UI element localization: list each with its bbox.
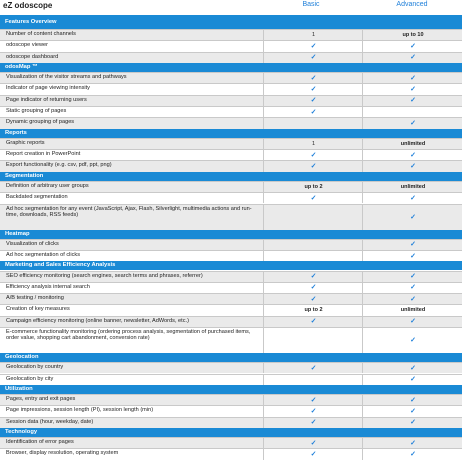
feature-label: Definition of arbitrary user groups: [6, 182, 89, 189]
section-title: Heatmap: [5, 230, 30, 237]
cell-basic: [263, 139, 363, 149]
check-icon: ✓: [310, 108, 317, 116]
feature-label: E-commerce functionality monitoring (ordering process analysis, segmentation of purchased items, order value, shopping cart abandonment, conversion rate): [6, 329, 251, 342]
cell-basic: [263, 449, 363, 459]
feature-label: Ad hoc segmentation of clicks: [6, 252, 80, 258]
check-icon: ✓: [410, 295, 416, 303]
cell-advanced: [362, 118, 462, 128]
cell-basic: [263, 406, 363, 416]
table-row: [0, 52, 462, 63]
section-title: Segmentation: [5, 172, 44, 179]
cell-basic: [263, 328, 363, 353]
feature-label: Page impressions, session length (PI), session length (min): [6, 407, 154, 414]
section-header: [0, 428, 462, 437]
check-icon: ✓: [410, 439, 416, 447]
cell-value: up to 10: [402, 32, 424, 38]
feature-label: odoscope viewer: [6, 42, 48, 49]
table-row: [0, 40, 462, 51]
feature-label: Graphic reports: [6, 139, 45, 146]
table-row: [0, 304, 462, 315]
table-row: [0, 282, 462, 293]
cell-basic: [263, 418, 363, 428]
cell-advanced: [362, 150, 462, 160]
cell-basic: [263, 118, 363, 128]
feature-label: Visualization of clicks: [6, 240, 59, 247]
check-icon: ✓: [410, 451, 416, 459]
check-icon: ✓: [310, 74, 317, 82]
feature-label: Ad hoc segmentation for any event (JavaScript, Ajax, Flash, Silverlight, multimedia actions and run-time, downloads, RSS feeds): [6, 205, 252, 218]
table-row: [0, 138, 462, 149]
feature-label: Pages, entry and exit pages: [6, 396, 76, 402]
section-header: [0, 353, 462, 362]
check-icon: ✓: [410, 337, 416, 344]
feature-label: Campaign efficiency monitoring (online banner, newsletter, AdWords, etc.): [6, 317, 189, 324]
section-title: Reports: [5, 129, 27, 136]
feature-label: Geolocation by city: [6, 375, 54, 382]
table-row: [0, 417, 462, 428]
column-header-basic: Basic: [302, 1, 320, 8]
table-row: [0, 448, 462, 459]
cell-value: up to 2: [304, 307, 323, 314]
cell-advanced: [362, 375, 462, 385]
cell-advanced: [362, 84, 462, 94]
check-icon: ✓: [310, 42, 317, 50]
cell-advanced: [362, 41, 462, 51]
cell-basic: [263, 84, 363, 94]
check-icon: ✓: [310, 439, 317, 447]
cell-advanced: [362, 395, 462, 405]
table-row: [0, 316, 462, 327]
cell-advanced: [362, 272, 462, 282]
feature-label: Identification of error pages: [6, 439, 74, 446]
check-icon: ✓: [310, 273, 317, 281]
table-row: [0, 149, 462, 160]
cell-basic: [263, 272, 363, 282]
cell-advanced: [362, 53, 462, 63]
check-icon: ✓: [310, 396, 317, 404]
check-icon: ✓: [410, 42, 416, 50]
table-row: [0, 72, 462, 83]
check-icon: ✓: [310, 86, 317, 94]
cell-basic: [263, 294, 363, 304]
column-header-advanced: Advanced: [396, 1, 428, 8]
section-title: Marketing and Sales Efficiency Analysis: [5, 262, 116, 269]
cell-value: 1: [311, 140, 316, 147]
feature-label: SEO efficiency monitoring (search engines, search terms and phrases, referrer): [6, 272, 203, 279]
check-icon: ✓: [410, 74, 416, 82]
check-icon: ✓: [310, 451, 317, 459]
feature-label: Geolocation by country: [6, 364, 64, 371]
cell-advanced: [362, 182, 462, 192]
cell-advanced: [362, 193, 462, 203]
check-icon: ✓: [310, 318, 317, 326]
cell-basic: [263, 305, 363, 315]
section-header: [0, 63, 462, 72]
check-icon: ✓: [410, 252, 416, 260]
feature-label: Backdated segmentation: [6, 194, 68, 201]
check-icon: ✓: [310, 194, 317, 202]
check-icon: ✓: [410, 151, 416, 159]
table-row: [0, 374, 462, 385]
cell-basic: [263, 375, 363, 385]
check-icon: ✓: [410, 273, 416, 281]
check-icon: ✓: [310, 54, 317, 62]
feature-label: Session data (hour, weekday, date): [6, 418, 94, 425]
section-header: [0, 15, 462, 29]
cell-basic: [263, 205, 363, 230]
section-header: [0, 385, 462, 394]
cell-basic: [263, 438, 363, 448]
feature-label: Visualization of the visitor streams and pathways: [6, 74, 127, 81]
table-row: [0, 271, 462, 282]
cell-advanced: [362, 317, 462, 327]
table-header: [0, 0, 462, 14]
cell-basic: [263, 41, 363, 51]
table-row: [0, 95, 462, 106]
cell-basic: [263, 73, 363, 83]
check-icon: ✓: [410, 284, 416, 292]
table-row: [0, 405, 462, 416]
cell-advanced: [362, 205, 462, 230]
cell-advanced: [362, 418, 462, 428]
cell-advanced: [362, 328, 462, 353]
check-icon: ✓: [310, 97, 317, 105]
table-row: [0, 29, 462, 40]
feature-label: Browser, display resolution, operating system: [6, 450, 119, 457]
check-icon: ✓: [410, 194, 416, 202]
table-row: [0, 394, 462, 405]
check-icon: ✓: [310, 151, 317, 159]
check-icon: ✓: [310, 284, 317, 292]
section-title: Technology: [5, 428, 38, 435]
check-icon: ✓: [410, 318, 416, 326]
feature-label: Efficiency analysis internal search: [6, 283, 90, 290]
check-icon: ✓: [310, 163, 317, 171]
check-icon: ✓: [410, 241, 416, 249]
table-row: [0, 117, 462, 128]
check-icon: ✓: [410, 407, 416, 415]
check-icon: ✓: [410, 86, 416, 94]
check-icon: ✓: [410, 376, 416, 384]
cell-basic: [263, 107, 363, 117]
product-title: eZ odoscope: [3, 1, 53, 10]
cell-value: up to 2: [304, 183, 323, 190]
feature-label: Creation of key measures: [6, 306, 70, 313]
table-row: [0, 181, 462, 192]
cell-value: 1: [311, 32, 316, 38]
check-icon: ✓: [410, 163, 416, 171]
cell-basic: [263, 193, 363, 203]
cell-basic: [263, 96, 363, 106]
cell-advanced: [362, 73, 462, 83]
feature-label: Indicator of page viewing intensity: [6, 85, 90, 92]
section-title: odosMap ™: [5, 63, 38, 70]
table-row: [0, 204, 462, 230]
section-header: [0, 172, 462, 181]
section-header: [0, 230, 462, 239]
cell-advanced: [362, 438, 462, 448]
check-icon: ✓: [310, 407, 317, 415]
section-header: [0, 261, 462, 270]
cell-basic: [263, 161, 363, 171]
check-icon: ✓: [410, 364, 416, 372]
cell-advanced: [362, 363, 462, 373]
table-row: [0, 250, 462, 261]
cell-advanced: [362, 406, 462, 416]
cell-advanced: [362, 96, 462, 106]
feature-label: Export functionality (e.g. csv, pdf, ppt, png): [6, 162, 112, 169]
cell-basic: [263, 53, 363, 63]
cell-basic: [263, 317, 363, 327]
check-icon: ✓: [410, 97, 416, 105]
table-row: [0, 160, 462, 171]
table-row: [0, 192, 462, 203]
check-icon: ✓: [410, 396, 416, 404]
cell-advanced: [362, 240, 462, 250]
cell-value: unlimited: [400, 307, 426, 314]
cell-advanced: [362, 139, 462, 149]
cell-basic: [263, 150, 363, 160]
cell-advanced: [362, 161, 462, 171]
cell-value: unlimited: [400, 140, 426, 147]
feature-label: A/B testing / monitoring: [6, 295, 64, 302]
check-icon: ✓: [410, 54, 416, 62]
table-row: [0, 293, 462, 304]
cell-advanced: [362, 251, 462, 261]
check-icon: ✓: [310, 295, 317, 303]
feature-label: Dynamic grouping of pages: [6, 119, 75, 126]
section-title: Features Overview: [5, 19, 57, 25]
section-title: Geolocation: [5, 354, 39, 360]
cell-basic: [263, 251, 363, 261]
check-icon: ✓: [310, 364, 317, 372]
cell-advanced: [362, 294, 462, 304]
table-row: [0, 83, 462, 94]
table-row: [0, 239, 462, 250]
cell-basic: [263, 395, 363, 405]
check-icon: ✓: [310, 419, 317, 427]
table-row: [0, 106, 462, 117]
feature-label: Static grouping of pages: [6, 108, 67, 114]
cell-advanced: [362, 283, 462, 293]
feature-label: Page indicator of returning users: [6, 96, 87, 103]
cell-basic: [263, 240, 363, 250]
table-row: [0, 362, 462, 373]
cell-basic: [263, 30, 363, 40]
feature-label: Report creation in PowerPoint: [6, 151, 81, 158]
section-header: [0, 129, 462, 138]
feature-label: odoscope dashboard: [6, 53, 59, 60]
cell-basic: [263, 182, 363, 192]
table-row: [0, 437, 462, 448]
cell-value: unlimited: [400, 183, 426, 190]
cell-advanced: [362, 449, 462, 459]
cell-basic: [263, 283, 363, 293]
table-row: [0, 327, 462, 353]
check-icon: ✓: [410, 213, 416, 221]
cell-basic: [263, 363, 363, 373]
cell-advanced: [362, 30, 462, 40]
check-icon: ✓: [410, 419, 416, 427]
feature-label: Number of content channels: [6, 31, 76, 37]
cell-advanced: [362, 305, 462, 315]
check-icon: ✓: [410, 119, 416, 127]
cell-advanced: [362, 107, 462, 117]
section-title: Utilization: [5, 385, 33, 392]
